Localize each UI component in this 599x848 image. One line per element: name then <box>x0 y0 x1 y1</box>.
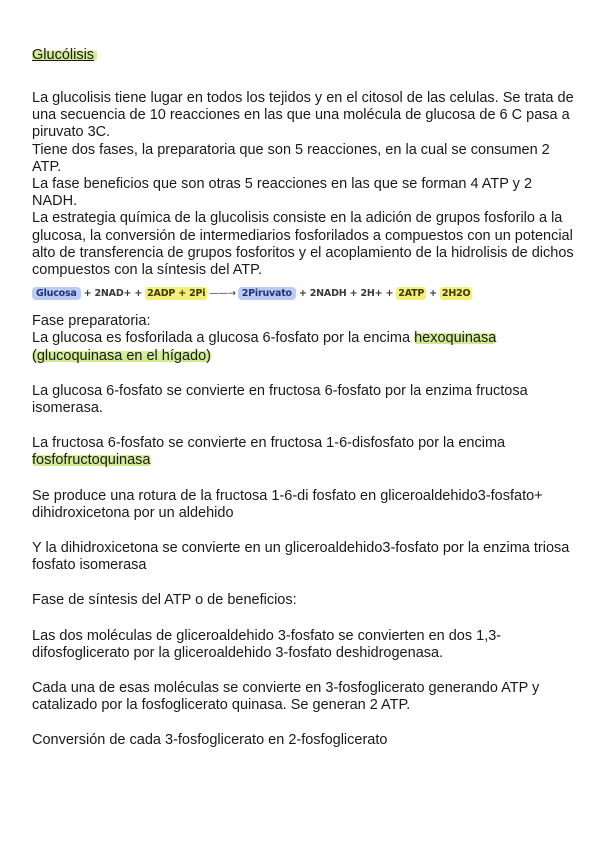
intro-paragraph-1: La glucolisis tiene lugar en todos los tejidos y en el citosol de las celulas. Se trata de una secuencia de 10 reacciones en las que una molécula de glucosa de 6 C pasa a piruvato 3C. <box>32 90 574 141</box>
benefit-step-2: Cada una de esas moléculas se convierte en 3-fosfoglicerato generando ATP y catalizado por la fosfoglicerato quinasa. Se generan 2 ATP. <box>32 680 540 714</box>
intro-paragraph-4: La estrategia química de la glucolisis consiste en la adición de grupos fosforilo a la glucosa, la conversión de intermediarios fosforilados a compuestos con un potencial alto de transferencia de grupos fosforitos y el acoplamiento de la hidrolisis de dichos compuestos con la síntesis del ATP. <box>32 210 574 279</box>
equation-part-1: + 2NAD+ + <box>83 288 143 300</box>
prep-step-3-text: La fructosa 6-fosfato se convierte en fructosa 1-6-disfosfato por la encima <box>32 435 506 452</box>
equation-part-2: + 2NADH + 2H+ + <box>298 288 394 300</box>
benefit-step-3: Conversión de cada 3-fosfoglicerato en 2-fosfoglicerato <box>32 732 388 749</box>
page-title: Glucólisis <box>32 47 97 63</box>
hexoquinasa-highlight: hexoquinasa <box>414 330 497 347</box>
prep-step-5: Y la dihidroxicetona se convierte en un gliceroaldehido3-fosfato por la enzima triosa fosfato isomerasa <box>32 540 570 574</box>
prep-heading: Fase preparatoria: <box>32 313 151 330</box>
equation-pyruvate: 2Piruvato <box>238 287 296 300</box>
intro-paragraph-2: Tiene dos fases, la preparatoria que son 5 reacciones, en la cual se consumen 2 ATP. <box>32 141 550 175</box>
prep-section <box>32 313 580 574</box>
equation-arrow: ——→ <box>209 288 236 300</box>
intro-paragraph-3: La fase beneficios que son otras 5 reacciones en las que se forman 4 ATP y 2 NADH. <box>32 176 533 210</box>
benefit-section <box>32 592 580 749</box>
benefit-heading: Fase de síntesis del ATP o de beneficios: <box>32 592 297 609</box>
equation-atp: 2ATP <box>398 288 425 300</box>
handwritten-equation <box>32 287 580 307</box>
glucoquinasa-highlight: (glucoquinasa en el hígado) <box>32 347 211 364</box>
equation-glucose: Glucosa <box>32 287 81 300</box>
intro-section <box>32 90 580 279</box>
prep-step-1 <box>32 330 580 364</box>
prep-step-3 <box>32 435 580 469</box>
fosfofructoquinasa-highlight: fosfofructoquinasa <box>32 452 151 469</box>
benefit-step-1: Las dos moléculas de gliceroaldehido 3-fosfato se convierten en dos 1,3-difosfoglicerato por la gliceroaldehido 3-fosfato deshidrogenasa. <box>32 627 502 661</box>
equation-water: 2H2O <box>441 288 471 300</box>
document-page <box>32 46 580 750</box>
equation-part-3: + <box>429 288 437 300</box>
equation-adp: 2ADP + 2Pi <box>147 288 206 300</box>
prep-step-2: La glucosa 6-fosfato se convierte en fructosa 6-fosfato por la enzima fructosa isomerasa. <box>32 382 528 417</box>
prep-step-1-text: La glucosa es fosforilada a glucosa 6-fosfato por la encima <box>32 330 411 347</box>
prep-step-4: Se produce una rotura de la fructosa 1-6-di fosfato en gliceroaldehido3-fosfato+ dihidroxicetona por un aldehido <box>32 487 543 521</box>
